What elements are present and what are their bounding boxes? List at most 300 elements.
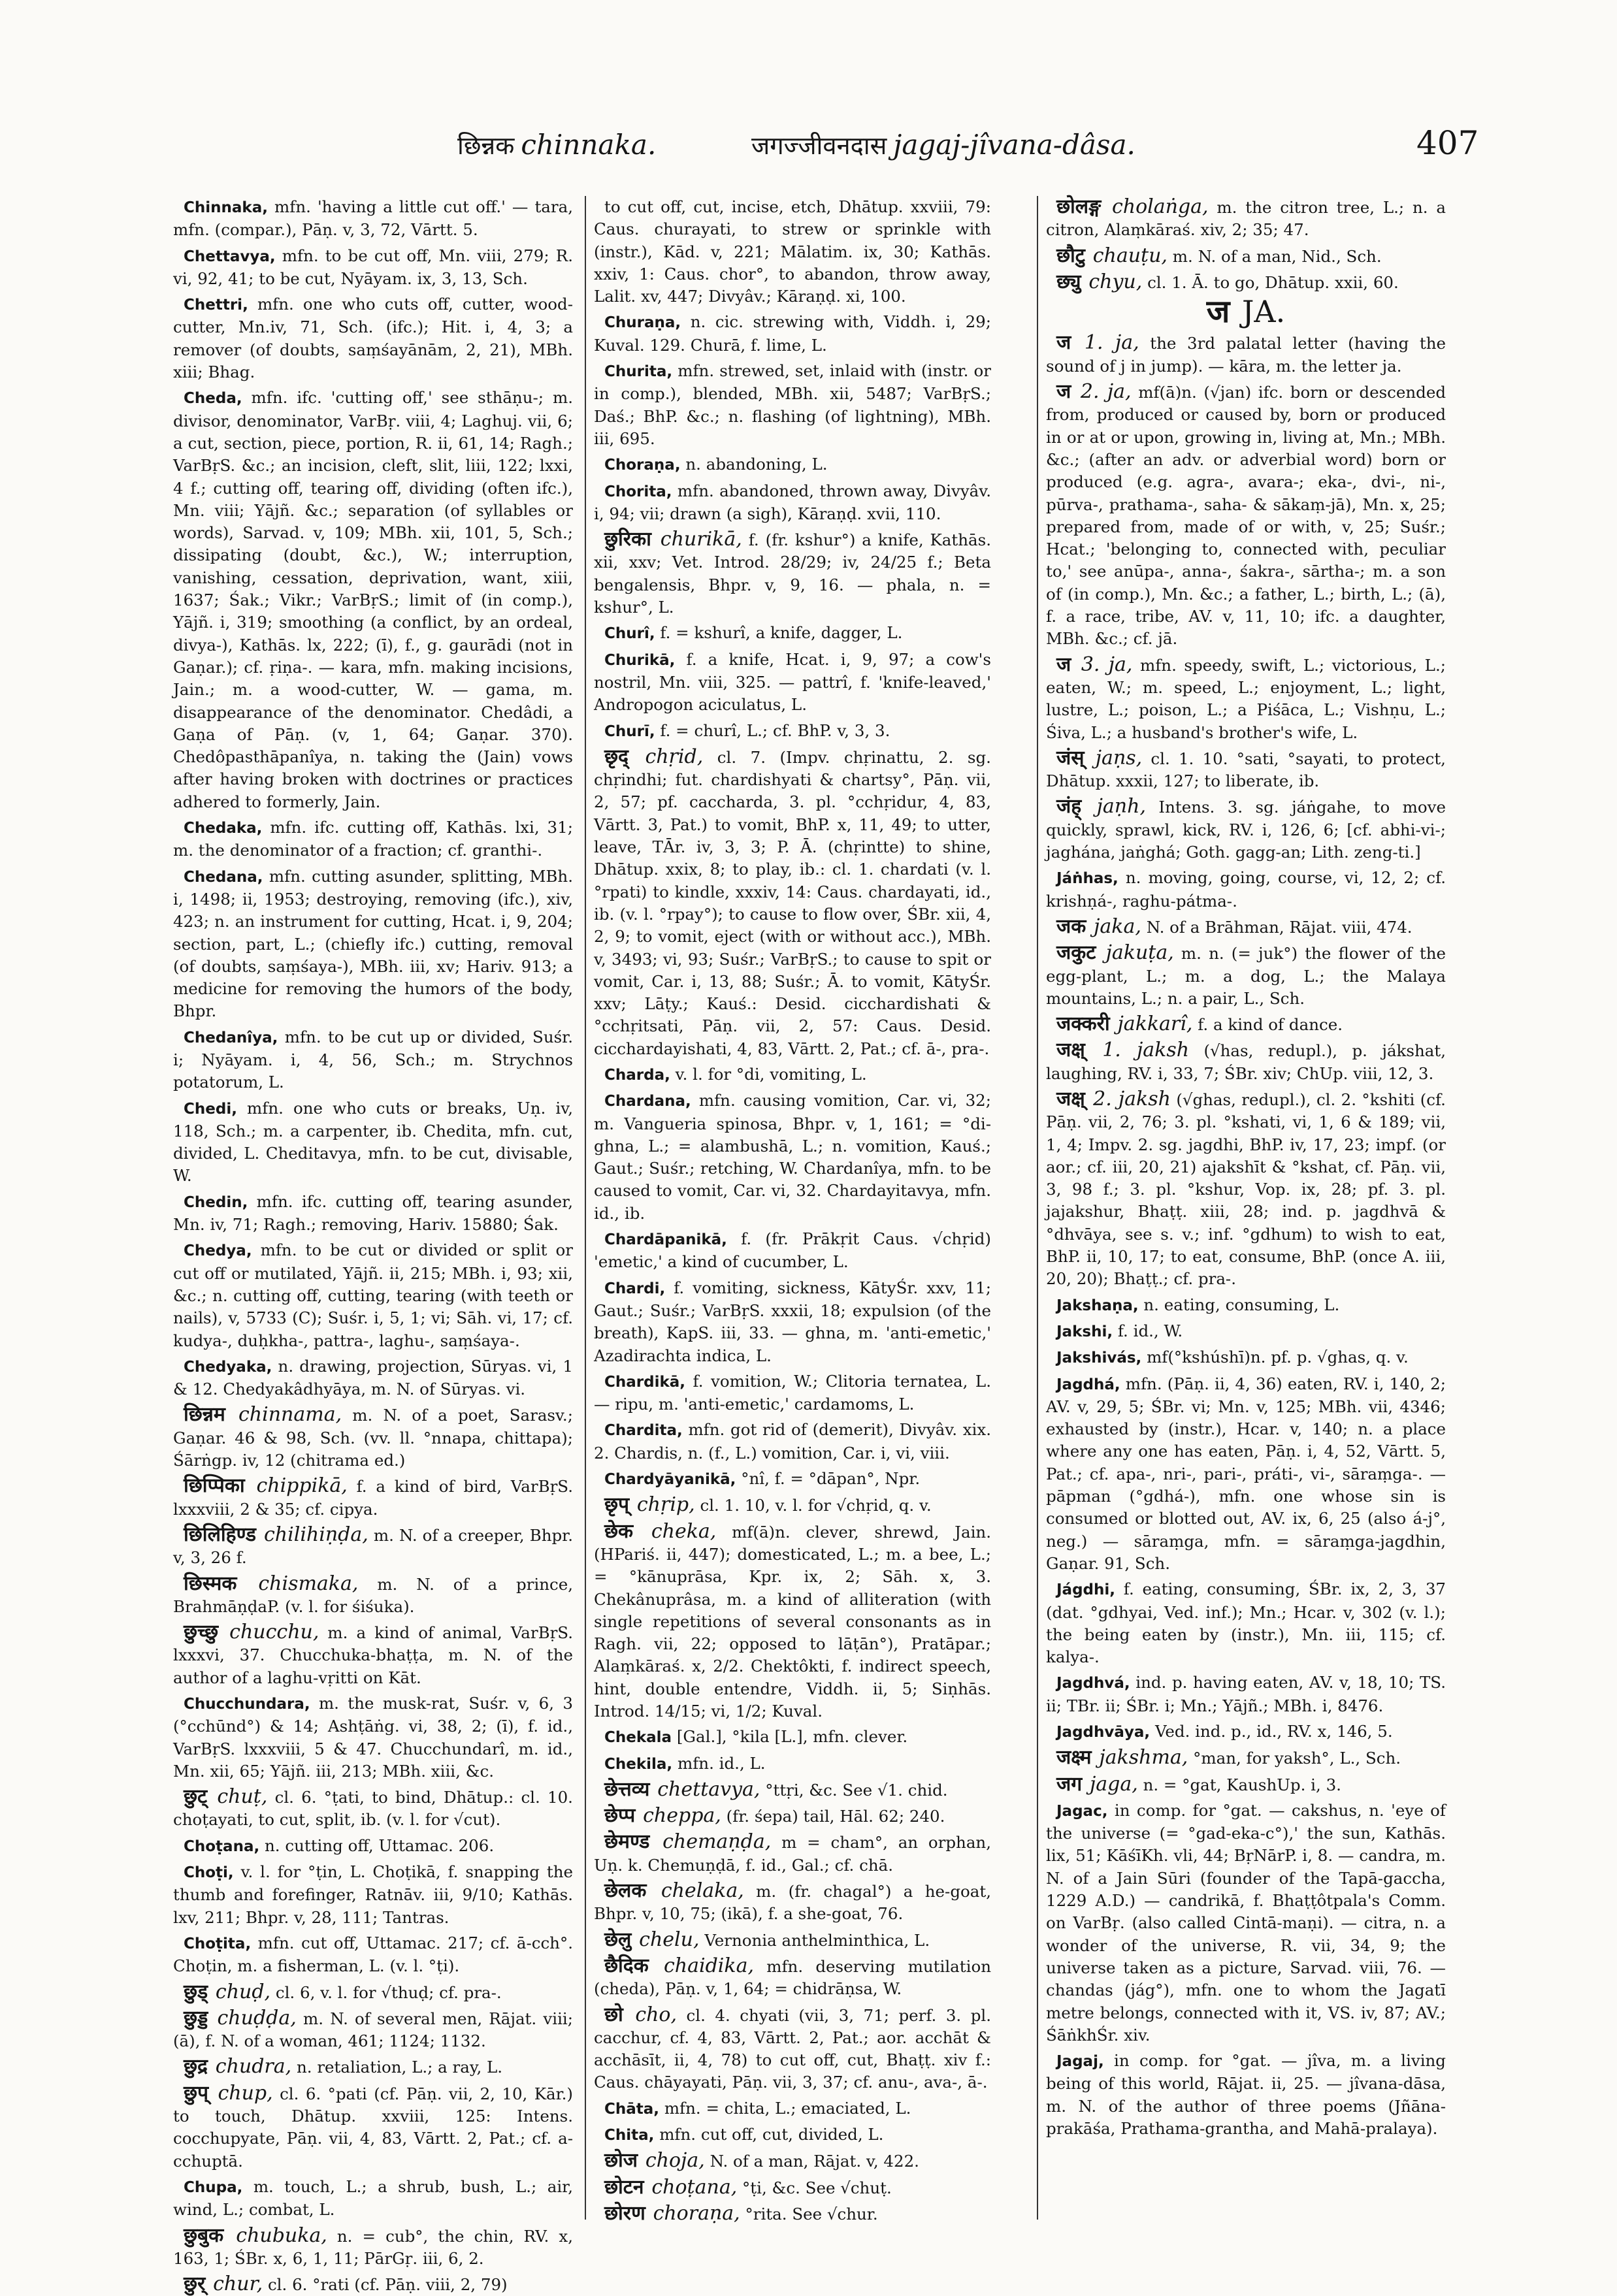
entry-definition: °ttṛi, &c. See √1. chid. [765, 1780, 948, 1800]
dictionary-entry [173, 1524, 573, 1570]
entry-definition: the 3rd palatal letter (having the sound of j in jump). — kāra, m. the letter ja. [1046, 334, 1446, 376]
dictionary-entry [594, 311, 991, 357]
entry-devanagari-headword: छुड्ड [184, 2006, 208, 2029]
entry-definition: f. = kshurî, a knife, dagger, L. [660, 623, 903, 643]
entry-devanagari-headword: जक्करी [1056, 1012, 1110, 1036]
dictionary-entry [594, 196, 991, 308]
dictionary-entry [1046, 1088, 1446, 1291]
column-3-main-entries [1046, 332, 1446, 2140]
dictionary-entry [1046, 916, 1446, 939]
dictionary-entry [594, 2097, 991, 2120]
entry-definition: Ved. ind. p., id., RV. x, 146, 5. [1154, 1722, 1393, 1741]
entry-definition: (√has, redupl.), p. jákshat, laughing, RV. i, 33, 7; ŚBr. xiv; ChUp. viii, 12, 3. [1046, 1041, 1446, 1083]
entry-transliteration: chudra, [215, 2055, 292, 2078]
entry-devanagari-headword: जक [1056, 914, 1086, 938]
entry-devanagari-headword: छेत्तव्य [604, 1777, 650, 1801]
entry-definition: n. eating, consuming, L. [1143, 1295, 1340, 1314]
dictionary-entry [1046, 747, 1446, 793]
dictionary-entry [1046, 245, 1446, 268]
entry-devanagari-headword: छुप् [184, 2081, 209, 2105]
entry-transliteration: 2. jaksh [1093, 1087, 1171, 1110]
dictionary-entry [173, 1932, 573, 1978]
entry-definition: m. N. of a prince, BrahmāṇḍaP. (v. l. for śiśuka). [173, 1574, 574, 1616]
entry-headword: Chedana, [184, 868, 263, 886]
dictionary-entry [1046, 1773, 1446, 1796]
entry-devanagari-headword: छोज [604, 2149, 638, 2173]
dictionary-entry [173, 1239, 573, 1351]
entry-devanagari-headword: छिन्नम [184, 1403, 225, 1427]
entry-transliteration: cho, [635, 2003, 678, 2026]
entry-headword: Churī, [604, 722, 655, 740]
entry-definition: m. N. of a man, Nid., Sch. [1172, 246, 1382, 266]
entry-definition: mfn. cut off, cut, divided, L. [659, 2125, 884, 2144]
entry-definition: m. the musk-rat, Suśr. v, 6, 3 (°cchūnd°) & 14; Ashṭāṅg. vi, 38, 2; (ī), f. id., VarBṛS. lxxxviii, 5 & 47. Chucchundarî, m. id., Mn. xii, 65; Yājñ. iii, 213; MBh. xiii, &c. [173, 1694, 573, 1781]
entry-definition: m. n. (= juk°) the flower of the egg-plant, L.; m. a dog, L.; the Malaya mountains, L.; n. a pair, L., Sch. [1046, 944, 1446, 1008]
entry-headword: Chedi, [184, 1100, 237, 1118]
dictionary-entry [1046, 1672, 1446, 1717]
entry-definition: mfn. id., L. [677, 1753, 766, 1773]
entry-headword: Jagdhá, [1056, 1376, 1120, 1393]
entry-transliteration: 2. ja, [1080, 380, 1132, 404]
entry-transliteration: jaka, [1094, 914, 1141, 938]
dictionary-entry [1046, 196, 1446, 242]
entry-definition: m. N. of a poet, Sarasv.; Gaṇar. 46 & 98, Sch. (vv. ll. °nnapa, chittapa); Śārṅgp. iv, 12 (chitrama ed.) [173, 1406, 573, 1470]
dictionary-entry [594, 1277, 991, 1367]
entry-devanagari-headword: जकुट [1056, 941, 1096, 965]
entry-definition: cl. 6. °pati (cf. Pāṇ. vii, 2, 10, Kār.) to touch, Dhātup. xxviii, 125: Intens. cocchupyate, Pāṇ. vii, 4, 83, Vārtt. 2, Pat.; cf. a-cchuptā. [173, 2084, 573, 2171]
dictionary-entry [594, 480, 991, 526]
entry-devanagari-headword: छौटु [1056, 244, 1085, 267]
entry-devanagari-headword: छुरिका [604, 528, 651, 551]
dictionary-entry [594, 2004, 991, 2094]
entry-definition: in comp. for °gat. — cakshus, n. 'eye of the universe (= °gad-eka-c°),' the sun, Kathās. lix, 51; KāśīKh. vli, 44; BṛNārP. i, 8. — candra, m. N. of a Jain Sūri (founder of the Tapā-gaccha, 1229 A.D.) — candrikā, f. Bhaṭṭôtpala's Comm. on VarBṛ. (also called Cintā-maṇi). — citra, n. a wonder of the universe, R. vii, 34, 9; the universe taken as a picture, Sarvad. viii, 76. — chandas (jág°), mfn. one to whom the Jagatī metre belongs, connected with it, VS. iv, 87; AV.; ŚāṅkhŚr. xiv. [1046, 1800, 1446, 2045]
entry-definition: mfn. got rid of (demerit), Divyâv. xix. 2. Chardis, n. (f., L.) vomition, Car. i, vi, viii. [594, 1420, 991, 1463]
entry-headword: Chardikā, [604, 1373, 686, 1391]
dictionary-entry [173, 293, 573, 383]
dictionary-entry [1046, 1747, 1446, 1770]
dictionary-entry [594, 2124, 991, 2146]
entry-transliteration: cheppa, [643, 1804, 721, 1828]
dictionary-entry [173, 1621, 573, 1689]
entry-definition: m. N. of a creeper, Bhpr. v, 3, 26 f. [173, 1525, 573, 1568]
entry-devanagari-headword: छुद्र [184, 2055, 208, 2078]
dictionary-entry [594, 1370, 991, 1416]
entry-transliteration: choja, [645, 2149, 705, 2173]
dictionary-entry [1046, 796, 1446, 864]
entry-headword: Chedyaka, [184, 1358, 272, 1376]
entry-transliteration: chettavya, [657, 1777, 760, 1801]
entry-definition: cl. 1. 10. °sati, °sayati, to protect, Dhātup. xxxii, 127; to liberate, ib. [1046, 749, 1446, 791]
entry-definition: f. a knife, Hcat. i, 9, 97; a cow's nostril, Mn. viii, 325. — pattrî, f. 'knife-leaved,' Andropogon aciculatus, L. [594, 649, 991, 715]
dictionary-entry [173, 1981, 573, 2004]
entry-devanagari-headword: छेलक [604, 1879, 647, 1903]
entry-headword: Cheda, [184, 390, 242, 408]
entry-definition: in comp. for °gat. — jîva, m. a living being of this world, Rājat. ii, 25. — jîvana-dāsa, m. N. of the author of three poems (Jñāna-prakāśa, Prathama-grantha, and Mahā-pralaya). [1046, 2051, 1446, 2139]
dictionary-entry [594, 528, 991, 619]
dictionary-entry [594, 360, 991, 450]
running-head-right [751, 128, 1135, 180]
entry-definition: mf(ā)n. clever, shrewd, Jain. (HPariś. ii, 447); domesticated, L.; m. a bee, L.; = °kānuprāsa, Kpr. ix, 2; Sāh. x, 3. Chekânuprâsa, m. a kind of alliteration (with single repetitions of several consonants as in Ragh. vii, 22; opposed to lāṭān°), Pratāpar.; Alaṃkāraś. x, 2/2. Chektôkti, f. indirect speech, hint, double entendre, Viddh. ii, 5; Siṇhās. Introd. 14/15; vi, 1/2; Kuval. [594, 1522, 991, 1721]
entry-transliteration: 1. jaksh [1102, 1039, 1190, 1062]
dictionary-entry [1046, 2050, 1446, 2140]
entry-devanagari-headword: छेलु [604, 1928, 632, 1951]
section-heading-devanagari: ज [1206, 293, 1230, 331]
running-head-left [457, 128, 656, 180]
dictionary-entry [594, 1090, 991, 1225]
dictionary-entry [173, 1786, 573, 1832]
entry-devanagari-headword: छ्यु [1056, 270, 1081, 293]
entry-headword: Chardi, [604, 1280, 666, 1297]
dictionary-entry [1046, 1294, 1446, 1317]
entry-definition: mfn. to be cut or divided or split or cut off or mutilated, Yājñ. ii, 215; MBh. i, 93; xii, &c.; n. cutting off, cutting, tearing (with teeth or nails), v, 5733 (C); Suśr. i, 5, 1; vi; Sāh. vi, 17; cf. kudya-, duḥkha-, pattra-, laghu-, saṃśaya-. [173, 1240, 573, 1350]
entry-transliteration: jakshma, [1099, 1746, 1188, 1770]
entry-transliteration: chauṭu, [1092, 244, 1168, 267]
dictionary-entry [173, 245, 573, 291]
dictionary-entry [594, 453, 991, 476]
dictionary-entry [1046, 942, 1446, 1010]
entry-definition: f. a kind of dance. [1198, 1015, 1343, 1035]
entry-headword: Choraṇa, [604, 457, 681, 474]
entry-definition: n. retaliation, L.; a ray, L. [296, 2058, 503, 2077]
entry-headword: Jágdhi, [1056, 1581, 1116, 1599]
entry-definition: mfn. = chita, L.; emaciated, L. [664, 2098, 911, 2118]
entry-devanagari-headword: छिप्पिका [184, 1474, 245, 1498]
dictionary-entry [1046, 1721, 1446, 1743]
dictionary-entry [594, 1468, 991, 1491]
dictionary-entry [594, 746, 991, 1060]
entry-transliteration: chelaka, [661, 1879, 744, 1903]
entry-devanagari-headword: छुड् [184, 1980, 208, 2003]
entry-definition: (√ghas, redupl.), cl. 2. °kshiti (cf. Pāṇ. vii, 2, 76; 3. pl. °kshati, vi, 1, 6 & 189; vii, 1, 4; Impv. 2. sg. jagdhi, BhP. iv, 17, 23; impf. (or aor.; cf. iii, 20, 21) ajakshīt & °kshat, cf. Pāṇ. vii, 3, 98 f.; 3. pl. °kshur, Vop. ix, 28; pf. 3. pl. jajakshur, Bhaṭṭ. xiii, 28; ind. p. jagdhvā & °dhvāya, see s. v.; inf. °gdhum) to wish to eat, BhP. ii, 10, 17; to eat, consume, BhP. (once A. iii, 20, 20); Bhaṭṭ.; cf. pra-. [1046, 1090, 1446, 1289]
entry-headword: Chinnaka, [184, 199, 268, 216]
entry-devanagari-headword: छिस्मक [184, 1572, 237, 1595]
entry-definition: m. the citron tree, L.; n. a citron, Alaṃkāraś. xiv, 2; 35; 47. [1046, 198, 1446, 240]
dictionary-entry [1046, 1800, 1446, 2046]
dictionary-entry [594, 1521, 991, 1723]
dictionary-entry [1046, 654, 1446, 744]
entry-definition: N. of a Brāhman, Rājat. viii, 474. [1146, 917, 1413, 937]
entry-transliteration: chuṭ, [217, 1785, 268, 1809]
entry-transliteration: chelu, [639, 1928, 700, 1951]
entry-transliteration: chippikā, [256, 1474, 348, 1498]
entry-definition: °nî, f. = °dāpan°, Npr. [741, 1469, 921, 1489]
entry-definition: f. a kind of bird, VarBṛS. lxxxviii, 2 & 35; cf. cipya. [173, 1477, 573, 1519]
entry-headword: Jakshivás, [1056, 1350, 1142, 1367]
entry-definition: mfn. abandoned, thrown away, Divyâv. i, 94; vii; drawn (a sigh), Kāraṇḍ. xvii, 110. [594, 481, 991, 523]
entry-headword: Chettavya, [184, 248, 276, 265]
entry-definition: ind. p. having eaten, AV. v, 18, 10; TS. ii; TBr. ii; ŚBr. i; Mn.; Yājñ.; MBh. i, 8476. [1046, 1673, 1446, 1715]
dictionary-entry [594, 2203, 991, 2225]
entry-devanagari-headword: छेमण्ड [604, 1830, 650, 1854]
entry-definition: mfn. causing vomition, Car. vi, 32; m. Vangueria spinosa, Bhpr. v, 1, 161; = °di-ghna, L.; = alambushā, L.; n. vomition, Kauś.; Gaut.; Suśr.; retching, W. Chardanîya, mfn. to be caused to vomit, Car. vi, 32. Chardayitavya, mfn. id., ib. [594, 1091, 991, 1223]
entry-transliteration: chup, [218, 2081, 273, 2105]
dictionary-entry [594, 1228, 991, 1274]
entry-definition: cl. 6, v. l. for √thuḍ; cf. pra-. [275, 1982, 502, 2002]
entry-definition: f. (fr. Prākṛit Caus. √chṛid) 'emetic,' a kind of cucumber, L. [594, 1229, 991, 1272]
entry-devanagari-headword: जक्ष् [1056, 1087, 1085, 1110]
dictionary-entry [1046, 271, 1446, 294]
entry-definition: f. id., W. [1117, 1321, 1183, 1340]
dictionary-entry [594, 1880, 991, 1926]
entry-headword: Choṭana, [184, 1837, 260, 1855]
dictionary-entry [1046, 1346, 1446, 1369]
entry-transliteration: jaga, [1089, 1772, 1138, 1796]
entry-devanagari-headword: छैदिक [604, 1954, 649, 1977]
entry-transliteration: 1. ja, [1084, 331, 1139, 355]
entry-transliteration: cheka, [651, 1519, 717, 1543]
entry-definition: cl. 4. chyati (vii, 3, 71; perf. 3. pl. cacchur, cf. 4, 83, Vārtt. 2, Pat.; aor. acchāt & acchāsīt, ii, 4, 78) to cut off, cut, Bhaṭṭ. xiv f.: Caus. chāyayati, Pāṇ. vii, 3, 37; cf. anu-, ava-, ā-. [594, 2005, 991, 2092]
dictionary-entry [173, 1097, 573, 1188]
dictionary-entry [173, 387, 573, 813]
dictionary-entry [1046, 381, 1446, 651]
entry-headword: Chardita, [604, 1422, 683, 1440]
dictionary-entry [594, 720, 991, 743]
entry-headword: Jagdhvāya, [1056, 1724, 1151, 1741]
dictionary-entry [173, 2056, 573, 2078]
entry-definition: n. = °gat, KaushUp. i, 3. [1143, 1775, 1341, 1794]
entry-devanagari-headword: जग [1056, 1772, 1083, 1796]
entry-transliteration: jaṇs, [1095, 746, 1143, 769]
dictionary-entry [173, 2225, 573, 2271]
entry-definition: n. moving, going, course, vi, 12, 2; cf. krishṇá-, raghu-pátma-. [1046, 868, 1446, 911]
entry-definition: mfn. strewed, set, inlaid with (instr. or in comp.), blended, MBh. xii, 5487; VarBṛS.; Daś.; BhP. &c.; n. flashing (of lightning), MBh. iii, 695. [594, 361, 991, 448]
entry-transliteration: chilihiṇḍa, [264, 1523, 368, 1546]
dictionary-entry [173, 817, 573, 862]
entry-headword: Chettri, [184, 297, 248, 314]
entry-devanagari-headword: छोटन [604, 2175, 644, 2199]
dictionary-entry [1046, 332, 1446, 378]
dictionary-entry [173, 2082, 573, 2173]
entry-devanagari-headword: ज [1056, 331, 1071, 355]
entry-definition: m. touch, L.; a shrub, bush, L.; air, wind, L.; combat, L. [173, 2176, 573, 2220]
entry-headword: Jagdhvá, [1056, 1675, 1130, 1692]
dictionary-entry [594, 649, 991, 717]
entry-headword: Choṭita, [184, 1935, 252, 1952]
dictionary-entry [594, 1063, 991, 1086]
entry-devanagari-headword: छेक [604, 1519, 634, 1543]
entry-headword: Churî, [604, 625, 655, 643]
entry-definition: °rita. See √chur. [745, 2204, 878, 2223]
column-1 [173, 196, 574, 2296]
entry-definition: mfn. deserving mutilation (cheda), Pāṇ. v, 1, 64; = chidrāṇsa, W. [594, 1956, 991, 1999]
dictionary-entry [173, 1692, 573, 1783]
entry-definition: n. cutting off, Uttamac. 206. [265, 1835, 495, 1855]
entry-definition: mfn. to be cut off, Mn. viii, 279; R. vi, 92, 41; to be cut, Nyāyam. ix, 3, 13, Sch. [173, 246, 574, 288]
entry-definition: °ṭi, &c. See √chuṭ. [742, 2178, 892, 2197]
entry-definition: cl. 1. Ā. to go, Dhātup. xxii, 60. [1147, 272, 1399, 292]
entry-definition: n. cic. strewing with, Viddh. i, 29; Kuval. 129. Churā, f. lime, L. [594, 312, 991, 355]
entry-definition: mfn. ifc. 'cutting off,' see sthāṇu-; m. divisor, denominator, VarBṛ. viii, 4; Laghuj. vii, 6; a cut, section, piece, portion, R. ii, 61, 14; Ragh.; VarBṛS. &c.; an incision, cleft, slit, liii, 122; lxxi, 4 f.; cutting off, tearing off, dividing (often ifc.), Mn. viii; Yājñ. &c.; separation (of syllables or words), Sarvad. v, 109; MBh. xii, 101, 5, Sch.; dissipating (doubt, &c.), W.; interruption, vanishing, cessation, deprivation, want, xiii, 1637; Śak.; Vikr.; VarBṛS.; limit of (in comp.), Yājñ. i, 319; smoothing (a conflict, by an ordeal, divya-), Kathās. lx, 222; (ī), f., g. gaurādi (not in Gaṇar.); cf. ṛiṇa-. — kara, mfn. making incisions, Jain.; m. a wood-cutter, W. — gama, m. disappearance of the denominator. Chedâdi, a Gaṇa of Pāṇ. (v, 1, 64; Gaṇar. 370). Chedôpasthāpanîya, n. taking the (Jain) vows after having broken with doctrines or practices adhered to formerly, Jain. [173, 388, 573, 811]
entry-transliteration: jaṇh, [1096, 795, 1146, 818]
entry-transliteration: chinnama, [238, 1403, 342, 1427]
entry-definition: mfn. (Pāṇ. ii, 4, 36) eaten, RV. i, 140, 2; AV. v, 29, 5; ŚBr. vi; Mn. v, 125; MBh. vii, 4346; exhausted by (instr.), Hcar. v, 140; n. a place where any one has eaten, Pāṇ. i, 4, 52, Vārtt. 5, Pat.; cf. apa-, nri-, pari-, práti-, vi-, sāraṃga-. — pāpman (°gdhá-), mfn. one whose sin is consumed or blotted out, AV. ix, 6, 25 (also á-j°, neg.) — sāraṃga, mfn. = sāraṃga-jagdhin, Gaṇar. 91, Sch. [1046, 1374, 1446, 1573]
entry-definition: mfn. speedy, swift, L.; victorious, L.; eaten, W.; m. speed, L.; enjoyment, L.; light, lustre, L.; poison, L.; a Piśāca, L.; Vishṇu, L.; Śiva, L.; a husband's brother's wife, L. [1046, 655, 1446, 742]
dictionary-entry [173, 865, 573, 1023]
dictionary-entry [594, 2150, 991, 2173]
column-3 [1037, 196, 1446, 2220]
running-head-right-latin: jagaj-jîvana-dâsa. [893, 129, 1135, 161]
entry-transliteration: chaidika, [664, 1954, 755, 1977]
entry-definition: f. eating, consuming, ŚBr. ix, 2, 3, 37 (dat. °gdhyai, Ved. inf.); Mn.; Hcar. v, 302 (v. l.); the being eaten by (instr.), Mn. iii, 115; cf. kalya-. [1046, 1579, 1446, 1667]
entry-headword: Jagaj, [1056, 2053, 1104, 2071]
entry-definition: mfn. cut off, Uttamac. 217; cf. ā-cch°. Choṭin, m. a fisherman, L. (v. l. °ṭi). [173, 1933, 573, 1976]
entry-headword: Chupa, [184, 2178, 243, 2196]
entry-definition: n. = cub°, the chin, RV. x, 163, 1; ŚBr. x, 6, 1, 11; PārGṛ. iii, 6, 2. [173, 2226, 573, 2268]
entry-definition: n. abandoning, L. [685, 455, 828, 474]
entry-devanagari-headword: छुच्छु [184, 1621, 219, 1644]
entry-definition: v. l. for °di, vomiting, L. [675, 1064, 867, 1084]
entry-headword: Chedya, [184, 1242, 252, 1260]
dictionary-entry [594, 1805, 991, 1828]
entry-definition: f. vomiting, sickness, KātyŚr. xxv, 11; Gaut.; Suśr.; VarBṛS. xxxii, 18; expulsion (of the breath), KapS. iii, 33. — ghna, m. 'anti-emetic,' Azadirachta indica, L. [594, 1278, 991, 1365]
entry-devanagari-headword: छो [604, 2003, 623, 2026]
dictionary-entry [173, 1191, 573, 1237]
dictionary-entry [173, 2273, 573, 2296]
dictionary-entry [1046, 1578, 1446, 1668]
entry-devanagari-headword: छुट् [184, 1785, 208, 1809]
entry-headword: Jagac, [1056, 1802, 1108, 1820]
entry-transliteration: cholaṅga, [1111, 195, 1209, 218]
dictionary-entry [173, 1861, 573, 1929]
entry-devanagari-headword: छुर् [184, 2272, 206, 2296]
entry-definition: mfn. cutting asunder, splitting, MBh. i, 1498; ii, 1953; destroying, removing (ifc.), xiv, 423; n. an instrument for cutting, Hcat. i, 9, 204; section, part, L.; (chiefly ifc.) cutting, removal (of doubts, saṃśaya-), MBh. iii, xv; Hariv. 913; a medicine for removing the humors of the body, Bhpr. [173, 866, 573, 1021]
entry-definition: m. a kind of animal, VarBṛS. lxxxvi, 37. Chucchuka-bhaṭṭa, m. N. of the author of a laghu-vṛitti on Kāt. [173, 1623, 573, 1687]
dictionary-entry [594, 1929, 991, 1952]
dictionary-entry [173, 1835, 573, 1858]
entry-devanagari-headword: जक्ष् [1056, 1039, 1085, 1062]
entry-devanagari-headword: छोरण [604, 2201, 645, 2225]
dictionary-entry [1046, 1373, 1446, 1576]
entry-definition: m. (fr. chagal°) a he-goat, Bhpr. v, 10, 75; (ikā), f. a she-goat, 76. [594, 1882, 992, 1924]
entry-headword: Chedin, [184, 1193, 248, 1211]
dictionary-entry [1046, 1320, 1446, 1343]
dictionary-entry [173, 1475, 573, 1521]
entry-definition: N. of a man, Rājat. v, 422. [710, 2152, 919, 2171]
entry-headword: Chucchundara, [184, 1696, 310, 1713]
entry-devanagari-headword: जक्ष्म [1056, 1746, 1092, 1770]
entry-transliteration: chismaka, [258, 1572, 359, 1595]
entry-definition: mfn. one who cuts off, cutter, wood-cutter, Mn.iv, 71, Sch. (ifc.); Hit. i, 4, 3; a remover (of doubts, saṃśayānām, 2, 21), MBh. xiii; Bhag. [173, 295, 573, 382]
entry-definition: n. drawing, projection, Sūryas. vi, 1 & 12. Chedyakâdhyāya, m. N. of Sūryas. vi. [173, 1356, 573, 1399]
entry-headword: Chardyāyanikā, [604, 1471, 736, 1489]
column-2 [585, 196, 992, 2225]
entry-definition: cl. 6. °rati (cf. Pāṇ. viii, 2, 79) [267, 2275, 508, 2295]
dictionary-entry [594, 1494, 991, 1517]
entry-definition: f. = churî, L.; cf. BhP. v, 3, 3. [660, 720, 890, 740]
entry-headword: Chedanîya, [184, 1029, 278, 1046]
entry-transliteration: chur, [213, 2272, 263, 2296]
entry-headword: Chita, [604, 2127, 655, 2144]
entry-headword: Charda, [604, 1066, 670, 1084]
entry-definition: to cut off, cut, incise, etch, Dhātup. xxviii, 79: Caus. churayati, to strew or sprinkle with (instr.), Kād. v, 221; Mālatim. ix, 30; Kathās. xxiv, 1: Caus. chor°, to abandon, throw away, Lalit. xv, 447; Divyâv.; Kāraṇḍ. xi, 100. [594, 197, 991, 306]
section-heading-ja [1046, 293, 1446, 331]
page-number: 407 [1416, 124, 1479, 162]
dictionary-entry [173, 1026, 573, 1094]
entry-transliteration: 3. ja, [1081, 653, 1133, 676]
entry-transliteration: chṛid, [645, 745, 704, 768]
entry-devanagari-headword: छोलङ्ग [1056, 195, 1102, 218]
column-3-top-entries [1046, 196, 1446, 294]
entry-transliteration: chubuka, [236, 2223, 327, 2247]
dictionary-entry [173, 2176, 573, 2222]
entry-definition: mfn. one who cuts or breaks, Uṇ. iv, 118, Sch.; m. a carpenter, ib. Chedita, mfn. cut, divided, L. Cheditavya, mfn. to be cut, divisable, W. [173, 1098, 573, 1186]
dictionary-entry [594, 1831, 991, 1877]
entry-definition: mfn. ifc. cutting off, tearing asunder, Mn. iv, 71; Ragh.; removing, Hariv. 15880; Śak. [173, 1191, 573, 1235]
entry-definition: mf(ā)n. (√jan) ifc. born or descended from, produced or caused by, born or produced in or at or upon, growing in, living at, Mn.; MBh. &c.; (after an adv. or adverbial word) born or produced (e.g. agra-, avara-; eka-, dvi-, ni-, pūrva-, prathama-, saha- & sākaṃ-jā), Mn. x, 25; prepared from, made of or with, v, 25; Suśr.; Hcat.; 'belonging to, connected with, peculiar to,' see anūpa-, anna-, śakra-, sārtha-; m. a son of (in comp.), Mn. &c.; a father, L.; birth, L.; (ā), f. a race, tribe, AV. v, 11, 10; ifc. a daughter, MBh. &c.; cf. jā. [1046, 383, 1446, 649]
section-heading-latin: JA. [1241, 294, 1286, 330]
entry-transliteration: chemaṇḍa, [662, 1830, 772, 1854]
entry-definition: Intens. 3. sg. jáṅgahe, to move quickly, sprawl, kick, RV. i, 126, 6; [cf. abhi-vi-; jaghána, jaṅghá; Goth. gagg-an; Lith. zeng-ti.] [1046, 798, 1446, 862]
dictionary-entry [173, 2007, 573, 2053]
entry-transliteration: chuḍ, [215, 1980, 271, 2003]
running-head-left-devanagari: छिन्नक [457, 131, 515, 160]
entry-definition: mf(°kshúshī)n. pf. p. √ghas, q. v. [1147, 1348, 1409, 1367]
entry-devanagari-headword: छुबुक [184, 2223, 224, 2247]
dictionary-entry [173, 1573, 573, 1619]
dictionary-entry [594, 622, 991, 645]
entry-transliteration: chyu, [1088, 270, 1143, 293]
entry-devanagari-headword: ज [1056, 653, 1071, 676]
entry-headword: Churita, [604, 363, 673, 381]
dictionary-entry [173, 1355, 573, 1401]
entry-transliteration: chucchu, [229, 1621, 319, 1644]
entry-definition: m = cham°, an orphan, Uṇ. k. Chemuṇḍā, f. id., Gal.; cf. chā. [594, 1833, 991, 1875]
entry-headword: Chardana, [604, 1093, 691, 1110]
entry-definition: f. (fr. kshur°) a knife, Kathās. xii, xxv; Vet. Introd. 28/29; iv, 24/25 f.; Beta bengalensis, Bhpr. v, 9, 16. — phala, n. = kshur°, L. [594, 530, 992, 617]
entry-headword: Churaṇa, [604, 314, 681, 332]
entry-transliteration: choraṇa, [653, 2201, 740, 2225]
entry-definition: m. N. of several men, Rājat. viii; (ā), f. N. of a woman, 461; 1124; 1132. [173, 2009, 573, 2051]
dictionary-entry [594, 1753, 991, 1775]
dictionary-entry [1046, 1013, 1446, 1036]
entry-definition: mfn. ifc. cutting off, Kathās. lxi, 31; m. the denominator of a fraction; cf. granthi-. [173, 818, 573, 860]
entry-headword: Choṭi, [184, 1864, 234, 1882]
entry-transliteration: choṭana, [651, 2175, 738, 2199]
entry-transliteration: churikā, [660, 528, 742, 551]
entry-definition: cl. 7. (Impv. chṛinattu, 2. sg. chṛindhi; fut. chardishyati & chartsy°, Pāṇ. vii, 2, 57; pf. caccharda, 3. pl. °cchṛidur, 4, 83, Vārtt. 3, Pat.) to vomit, BhP. x, 11, 49; to utter, leave, TĀr. iv, 3, 3; P. Ā. (chṛintte) to shine, Dhātup. xxix, 8; to play, ib.: cl. 1. chardati (v. l. °rpati) to kindle, xxxiv, 14: Caus. chardayati, id., ib. (v. l. °rpay°); to cause to flow over, ŚBr. xii, 4, 2, 9; to vomit, eject (with or without acc.), MBh. v, 3493; vi, 93; Suśr.; VarBṛS.; to cause to spit or vomit, Car. i, 13, 88; Suśr.; Ā. to vomit, KātyŚr. xxv; Lāṭy.; Kauś.: Desid. cicchardishati & °cchṛitsati, Pāṇ. vii, 2, 57: Caus. Desid. cicchardayishati, 4, 83, Vārtt. 2, Pat.; cf. ā-, pra-. [594, 747, 991, 1058]
entry-definition: °man, for yaksh°, L., Sch. [1193, 1749, 1401, 1768]
entry-headword: Jakshi, [1056, 1323, 1113, 1340]
entry-definition: mfn. 'having a little cut off.' — tara, mfn. (compar.), Pāṇ. v, 3, 72, Vārtt. 5. [173, 197, 574, 240]
entry-devanagari-headword: जंस् [1056, 746, 1085, 769]
dictionary-entry [594, 1419, 991, 1464]
entry-definition: v. l. for °ṭin, L. Choṭikā, f. snapping the thumb and forefinger, Ratnāv. iii, 9/10; Kathās. lxv, 211; Bhpr. v, 28, 111; Tantras. [173, 1862, 573, 1927]
entry-devanagari-headword: छेप्प [604, 1804, 636, 1828]
entry-headword: Chorita, [604, 483, 672, 500]
entry-definition: cl. 6. °ṭati, to bind, Dhātup.: cl. 10. choṭayati, to cut, split, ib. (v. l. for √cut). [173, 1788, 573, 1830]
entry-headword: Chardāpanikā, [604, 1231, 727, 1249]
entry-definition: Vernonia anthelminthica, L. [704, 1930, 930, 1950]
dictionary-entry [173, 1404, 573, 1472]
entry-headword: Churikā, [604, 651, 676, 669]
entry-devanagari-headword: छृद् [604, 745, 629, 768]
dictionary-entry [1046, 867, 1446, 913]
entry-transliteration: jakuṭa, [1105, 941, 1174, 965]
entry-transliteration: jakkarî, [1117, 1012, 1193, 1036]
entry-transliteration: chṛip, [636, 1493, 695, 1517]
entry-devanagari-headword: जंह् [1056, 795, 1082, 818]
entry-headword: Jakshaṇa, [1056, 1297, 1139, 1314]
entry-devanagari-headword: ज [1056, 380, 1071, 404]
entry-devanagari-headword: छृप् [604, 1493, 630, 1517]
dictionary-entry [594, 1955, 991, 2001]
running-head-left-latin: chinnaka. [521, 129, 657, 161]
entry-devanagari-headword: छिलिहिण्ड [184, 1523, 256, 1546]
entry-headword: Chāta, [604, 2100, 660, 2118]
dictionary-entry [1046, 1039, 1446, 1085]
entry-headword: Jáṅhas, [1056, 870, 1119, 888]
entry-headword: Chedaka, [184, 820, 263, 837]
